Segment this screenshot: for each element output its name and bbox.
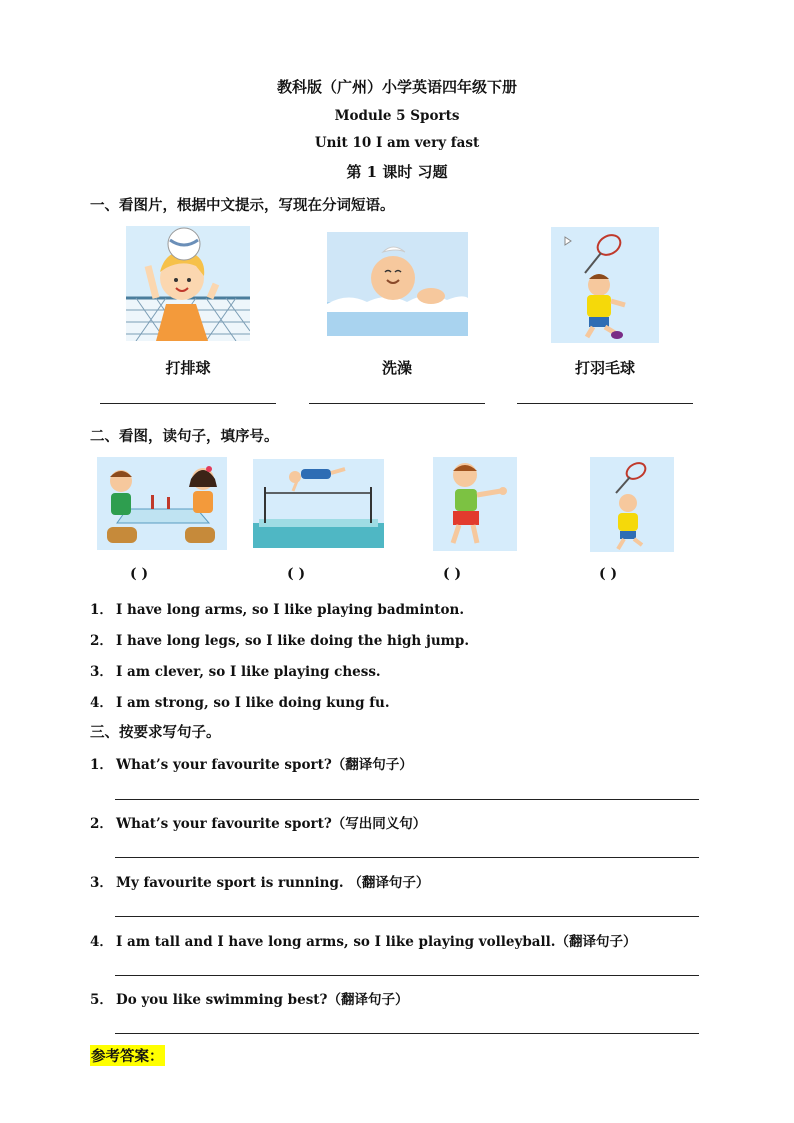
answer-line[interactable] [115,975,699,976]
item-number: 3． [90,875,113,891]
item-number: 1． [90,757,113,773]
item-number: 3． [90,664,113,680]
list-item [90,812,426,832]
answer-line[interactable] [115,857,699,858]
item-text: I am strong, so I like doing kung fu. [116,695,390,711]
document-title: 教科版（广州）小学英语四年级下册 [276,78,517,96]
answer-line[interactable] [115,916,699,917]
unit-title: Unit 10 I am very fast [314,135,480,151]
item-text: I am clever, so I like playing chess. [116,664,381,680]
list-item [90,753,413,773]
answer-line[interactable] [115,1033,699,1034]
bath-picture [327,232,468,336]
volleyball-picture [126,226,250,341]
item-number: 2． [90,633,113,649]
answer-paren[interactable]: ( ) [599,566,618,582]
caption-bath: 洗澡 [381,359,412,377]
item-text: What’s your favourite sport?（写出同义句） [116,816,427,832]
list-item [90,691,390,711]
answer-line[interactable] [517,403,693,404]
answer-key-label: 参考答案： [90,1045,165,1066]
item-number: 5． [90,992,113,1008]
answer-line[interactable] [100,403,276,404]
item-number: 4． [90,695,113,711]
item-number: 1． [90,602,113,618]
caption-badminton: 打羽毛球 [574,359,635,377]
high-jump-picture [253,459,384,548]
kung-fu-picture [433,457,517,551]
module-title: Module 5 Sports [334,108,460,124]
badminton-small-picture [590,457,674,552]
answer-line[interactable] [309,403,485,404]
answer-paren[interactable]: ( ) [130,566,149,582]
lesson-title: 第 1 课时 习题 [346,163,448,181]
list-item [90,988,408,1008]
item-text: I have long arms, so I like playing badminton. [116,602,465,618]
section2-heading: 二、看图，读句子，填序号。 [90,428,279,445]
section1-heading: 一、看图片，根据中文提示，写现在分词短语。 [90,197,395,214]
answer-paren[interactable]: ( ) [287,566,306,582]
item-text: What’s your favourite sport?（翻译句子） [116,757,413,773]
section3-heading: 三、按要求写句子。 [90,724,221,741]
badminton-picture [551,227,659,343]
item-text: I have long legs, so I like doing the high jump. [116,633,470,649]
item-text: My favourite sport is running. （翻译句子） [116,875,430,891]
list-item [90,598,464,618]
caption-volleyball: 打排球 [165,359,211,377]
list-item [90,930,636,950]
list-item [90,660,381,680]
answer-paren[interactable]: ( ) [443,566,462,582]
chess-picture [97,457,227,550]
list-item [90,629,469,649]
item-text: Do you like swimming best?（翻译句子） [116,992,409,1008]
list-item [90,871,429,891]
item-text: I am tall and I have long arms, so I like playing volleyball.（翻译句子） [116,934,637,950]
answer-line[interactable] [115,799,699,800]
item-number: 2． [90,816,113,832]
item-number: 4． [90,934,113,950]
